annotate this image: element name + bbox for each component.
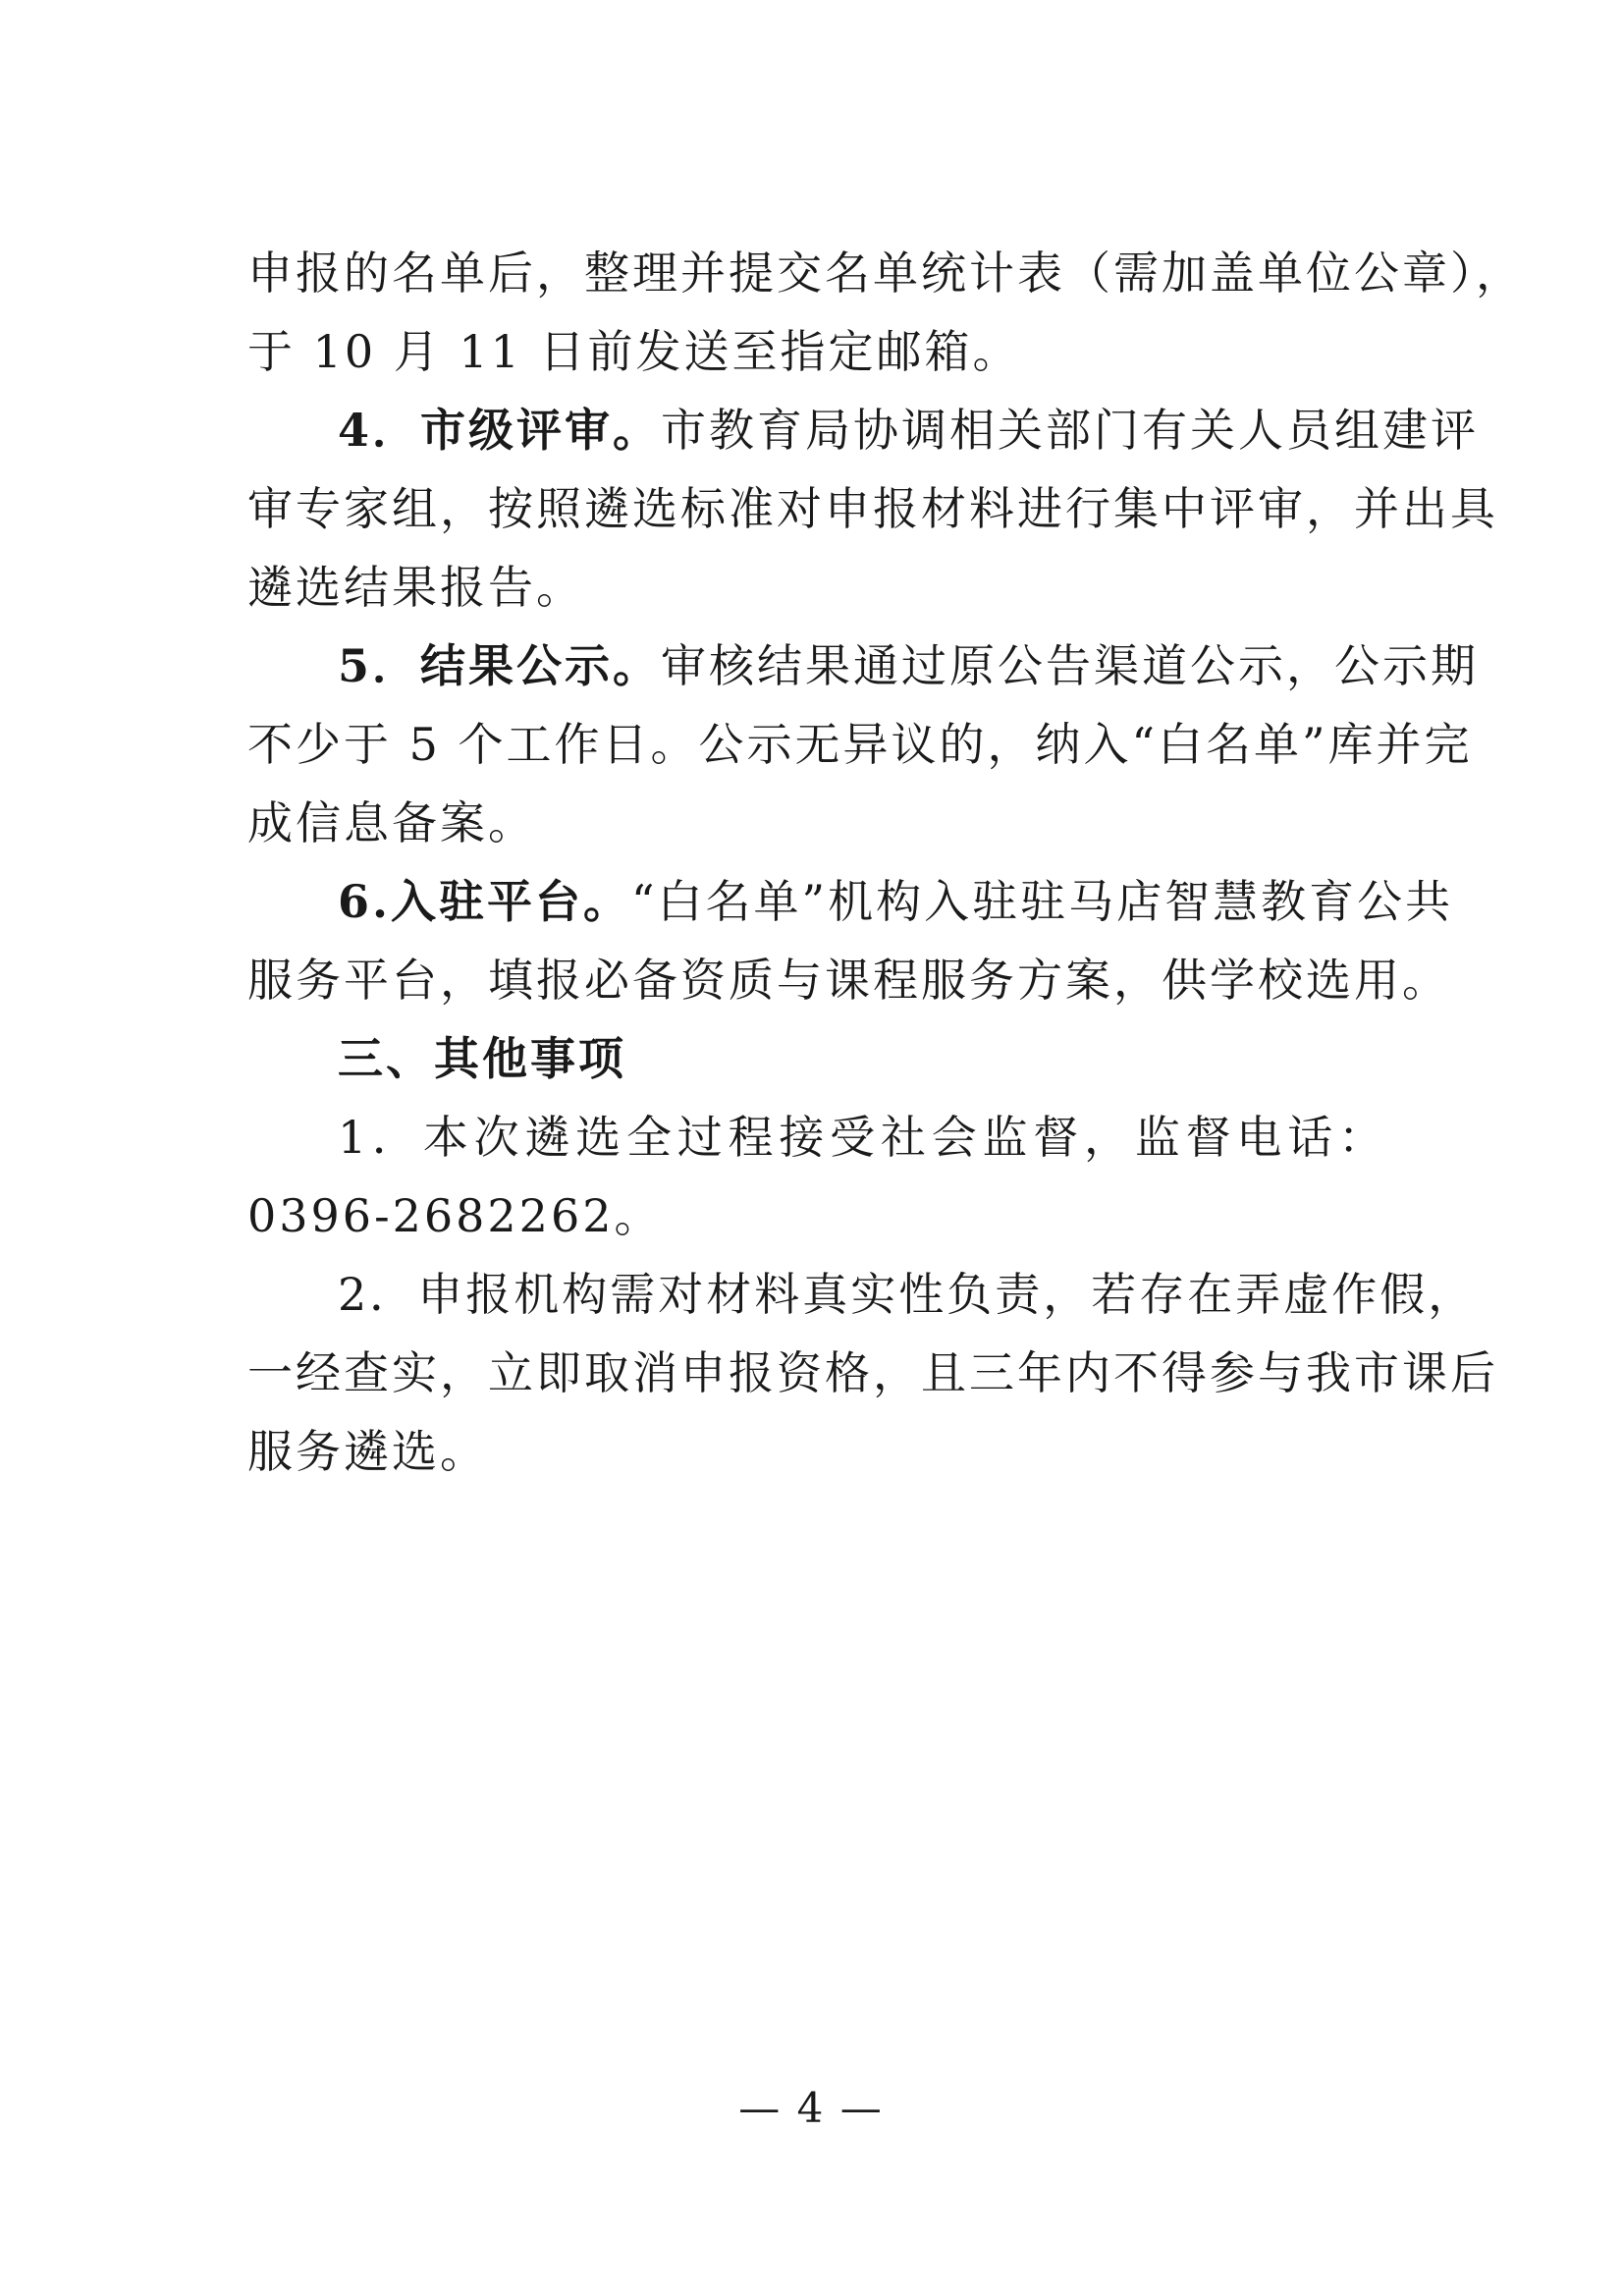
text-line: 不少于 5 个工作日。公示无异议的，纳入“白名单”库并完: [247, 718, 1473, 771]
paragraph-responsibility: [247, 1255, 1498, 1491]
text-line: 0396-2682262。: [247, 1189, 663, 1242]
paragraph-city-review: [247, 391, 1498, 627]
text-line-with-lead: [247, 391, 1480, 469]
page-number: — 4 —: [738, 2084, 884, 2132]
text-line: 1．本次遴选全过程接受社会监督，监督电话：: [338, 1111, 1386, 1164]
paragraph-lead: 6.入驻平台。: [338, 875, 632, 928]
paragraph-lead: 4．市级评审。: [338, 404, 662, 457]
text-line: 审专家组，按照遴选标准对申报材料进行集中评审，并出具: [247, 482, 1498, 535]
text-fragment: “白名单”机构入驻驻马店智慧教育公共: [631, 875, 1454, 928]
paragraph-lead: 5．结果公示。: [338, 639, 662, 692]
text-line: 服务平台，填报必备资质与课程服务方案，供学校选用。: [247, 954, 1450, 1007]
text-line: 于 10 月 11 日前发送至指定邮箱。: [247, 325, 1021, 378]
text-line: 服务遴选。: [247, 1425, 488, 1478]
paragraph-platform: [247, 862, 1454, 1019]
text-line: 一经查实，立即取消申报资格，且三年内不得参与我市课后: [247, 1346, 1498, 1399]
paragraph-continuation: [247, 234, 1524, 391]
text-fragment: 市教育局协调相关部门有关人员组建评: [661, 404, 1480, 457]
text-line-with-lead: [247, 862, 1454, 941]
paragraph-result-publicity: [247, 627, 1480, 862]
text-line: 2．申报机构需对材料真实性负责，若存在弄虚作假，: [338, 1268, 1477, 1321]
section-heading: 三、其他事项: [338, 1032, 626, 1085]
paragraph-supervision: [247, 1098, 1386, 1255]
text-line: 成信息备案。: [247, 796, 536, 849]
section-heading-other-matters: [247, 1019, 1386, 1098]
text-line: 申报的名单后，整理并提交名单统计表（需加盖单位公章），: [247, 246, 1524, 300]
text-line-with-lead: [247, 627, 1480, 705]
document-body: [247, 234, 1524, 1491]
text-line: 遴选结果报告。: [247, 561, 584, 614]
text-fragment: 审核结果通过原公告渠道公示，公示期: [661, 639, 1480, 692]
